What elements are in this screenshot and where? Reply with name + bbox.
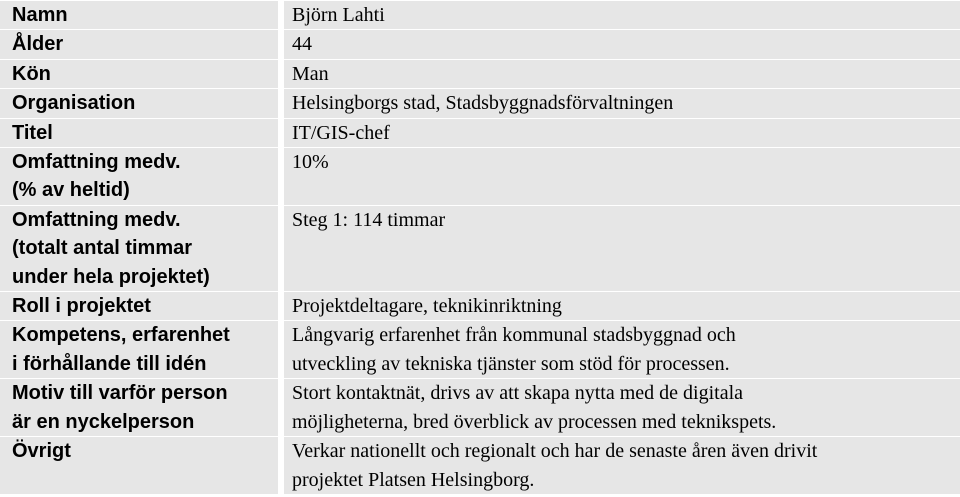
row-label [0,60,278,88]
row-label [0,321,278,378]
row-label [0,206,278,291]
row-value [284,1,960,29]
row-label [0,30,278,58]
person-info-rows [0,1,960,494]
info-row [0,60,960,88]
row-label-line: Namn [12,4,68,26]
info-row [0,30,960,58]
row-value [284,206,960,291]
row-value-line: möjligheterna, bred överblick av processen med teknikspets. [292,410,777,433]
row-label-line: Ålder [12,33,64,56]
row-label [0,148,278,205]
row-label-line: Övrigt [12,440,71,463]
info-row [0,437,960,494]
row-value [284,30,960,58]
row-value-line: Stort kontaktnät, drivs av att skapa nytta med de digitala [292,382,744,405]
row-label [0,437,278,494]
row-value-line: 10% [292,151,329,174]
row-label-line: Omfattning medv. [12,151,181,174]
row-value [284,321,960,378]
row-value [284,292,960,320]
row-value-line: projektet Platsen Helsingborg. [292,468,535,491]
row-value [284,89,960,117]
row-value [284,148,960,205]
row-value [284,60,960,88]
row-value-line: Verkar nationellt och regionalt och har de senaste åren även drivit [292,440,818,463]
info-row [0,206,960,291]
row-label-line: Titel [12,121,53,144]
row-label-line: är en nyckelperson [12,410,195,433]
row-value-line: Steg 1: 114 timmar [292,208,446,231]
row-value-line: Projektdeltagare, teknikinriktning [292,295,562,318]
row-label-line: Roll i projektet [12,295,151,318]
row-label-line: Motiv till varför person [12,382,228,405]
row-label [0,379,278,436]
row-label [0,292,278,320]
row-value [284,379,960,436]
info-row [0,148,960,205]
info-row [0,119,960,147]
row-label-line: under hela projektet) [12,265,210,288]
row-value-line: Långvarig erfarenhet från kommunal stadsbyggnad och [292,324,736,347]
info-row [0,321,960,378]
info-row [0,292,960,320]
info-row [0,89,960,117]
row-value-line: IT/GIS-chef [292,121,390,144]
row-label-line: Kompetens, erfarenhet [12,324,230,347]
row-label-line: Kön [12,62,51,85]
row-label-line: (% av heltid) [12,179,130,202]
row-label-line: i förhållande till idén [12,352,207,375]
row-label-line: Omfattning medv. [12,208,181,231]
row-value [284,437,960,494]
row-label-line: (totalt antal timmar [12,237,193,260]
row-value [284,119,960,147]
info-row [0,379,960,436]
row-value-line: Helsingborgs stad, Stadsbyggnadsförvaltningen [292,92,674,115]
row-value-line: Man [292,62,329,85]
row-label [0,89,278,117]
info-row [0,1,960,29]
row-label [0,119,278,147]
row-value-line: utveckling av tekniska tjänster som stöd för processen. [292,352,730,375]
row-value-line: Björn Lahti [292,4,385,26]
row-label [0,1,278,29]
row-value-line: 44 [292,33,312,56]
row-label-line: Organisation [12,92,136,115]
